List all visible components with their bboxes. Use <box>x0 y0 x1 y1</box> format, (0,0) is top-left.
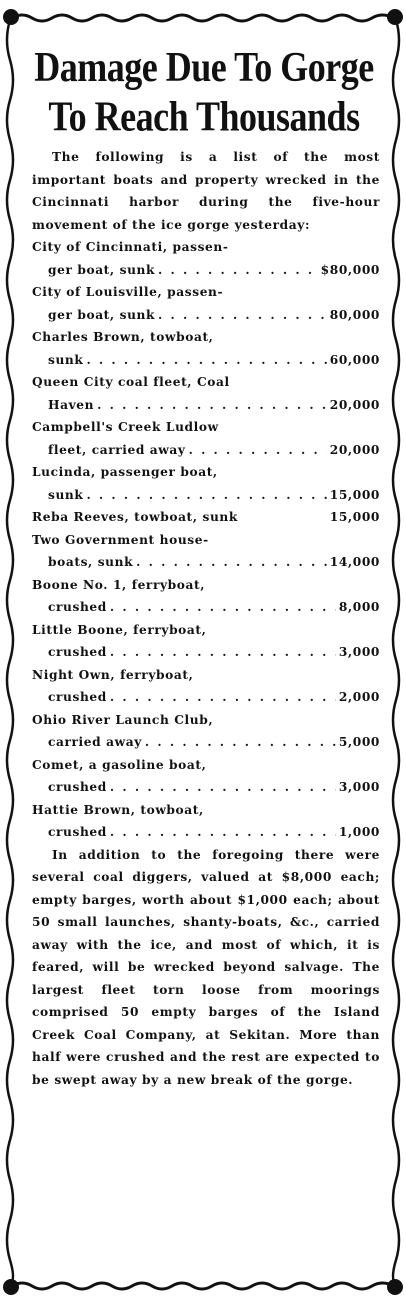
entry-name-continuation: Haven <box>48 397 95 412</box>
entry-value: 15,000 <box>329 487 380 502</box>
entry-name-line: Reba Reeves, towboat, sunk <box>32 510 238 524</box>
right-wavy-rule <box>393 20 399 1284</box>
list-item <box>32 799 380 844</box>
leader-dots <box>110 596 336 619</box>
entry-name-line: Charles Brown, towboat, <box>32 330 214 344</box>
entry-name-continuation: sunk <box>48 487 84 502</box>
leader-dots <box>97 394 327 417</box>
list-item <box>32 709 380 754</box>
entry-name-line: Two Government house- <box>32 532 209 547</box>
entry-name-line: Boone No. 1, ferryboat, <box>32 577 206 592</box>
top-wavy-rule <box>12 15 394 21</box>
entry-value: 20,000 <box>329 442 380 457</box>
intro-paragraph: The following is a list of the most important boats and property wrecked in the Cincinnati harbor during the five-hour movement of the ice gorge yesterday: <box>32 150 380 232</box>
entry-value: 14,000 <box>329 555 380 569</box>
entry-value: 60,000 <box>329 352 380 367</box>
leader-dots <box>110 686 336 709</box>
corner-dot-top-right <box>387 9 403 25</box>
entry-value: 3,000 <box>338 645 380 659</box>
leader-dots <box>158 304 327 327</box>
corner-dot-bottom-left <box>3 1279 19 1295</box>
closing-paragraph: In addition to the foregoing there were several coal diggers, valued at $8,000 each; empty barges, worth about $1,000 each; about 50 small launches, shanty-boats, &c., carried away with the ice, and most of which, it is feared, will be wrecked beyond salvage. The largest fleet torn loose from moorings comprised 50 empty barges of the Island Creek Coal Company, at Sekitan. More than half were crushed and the rest are expected to be swept away by a new break of the gorge. <box>32 847 380 1087</box>
list-item <box>32 461 380 506</box>
entry-name-continuation: carried away <box>48 735 142 749</box>
entry-name-line: Little Boone, ferryboat, <box>32 622 207 637</box>
entry-value: 3,000 <box>338 780 380 794</box>
entry-name-continuation: ger boat, sunk <box>48 262 156 277</box>
bottom-wavy-rule <box>12 1283 394 1289</box>
leader-dots <box>158 259 318 282</box>
entry-name-line: City of Cincinnati, passen- <box>32 240 229 254</box>
list-item <box>32 416 380 461</box>
entry-value: 15,000 <box>329 510 380 524</box>
leader-dots <box>189 439 327 462</box>
entry-value: 2,000 <box>338 690 380 704</box>
list-item <box>32 236 380 281</box>
list-item <box>32 574 380 619</box>
entry-value: 80,000 <box>329 307 380 322</box>
corner-dot-bottom-right <box>387 1279 403 1295</box>
list-item <box>32 664 380 709</box>
leader-dots <box>110 776 336 799</box>
entry-value: 8,000 <box>338 600 380 614</box>
entry-value: 20,000 <box>329 397 380 412</box>
leader-dots <box>110 821 336 844</box>
leader-dots <box>136 551 327 574</box>
entry-name-continuation: ger boat, sunk <box>48 307 156 322</box>
entry-name-continuation: crushed <box>48 780 107 794</box>
corner-dot-top-left <box>3 9 19 25</box>
entry-name-line: City of Louisville, passen- <box>32 285 224 299</box>
list-item <box>32 506 380 529</box>
left-wavy-rule <box>7 20 13 1284</box>
entry-value: 1,000 <box>338 825 380 839</box>
entry-name-line: Hattie Brown, towboat, <box>32 802 204 817</box>
list-item <box>32 281 380 326</box>
entry-name-continuation: crushed <box>48 600 107 614</box>
entry-name-continuation: boats, sunk <box>48 555 134 569</box>
entry-name-line: Queen City coal fleet, Coal <box>32 375 230 389</box>
entry-name-continuation: fleet, carried away <box>48 442 186 457</box>
entry-value: 5,000 <box>338 735 380 749</box>
entry-value: $80,000 <box>320 262 380 277</box>
leader-dots <box>145 731 336 754</box>
leader-dots <box>110 641 336 664</box>
list-item <box>32 326 380 371</box>
headline-line-1: Damage Due To Gorge <box>34 43 374 91</box>
headline-line-2: To Reach Thousands <box>48 92 360 140</box>
list-item <box>32 371 380 416</box>
entry-name-line: Campbell's Creek Ludlow <box>32 420 219 434</box>
leader-dots <box>86 484 326 507</box>
entry-name-line: Night Own, ferryboat, <box>32 667 194 682</box>
entry-name-line: Comet, a gasoline boat, <box>32 757 207 772</box>
entry-name-continuation: crushed <box>48 645 107 659</box>
headline <box>22 42 386 141</box>
list-item <box>32 754 380 799</box>
list-item <box>32 529 380 574</box>
entry-name-line: Lucinda, passenger boat, <box>32 465 218 479</box>
entry-name-continuation: crushed <box>48 690 107 704</box>
list-item <box>32 619 380 664</box>
entry-name-continuation: crushed <box>48 825 107 839</box>
leader-dots <box>86 349 326 372</box>
entry-name-continuation: sunk <box>48 352 84 367</box>
damage-list <box>32 236 380 844</box>
entry-name-line: Ohio River Launch Club, <box>32 712 214 727</box>
article-body <box>32 146 380 1091</box>
